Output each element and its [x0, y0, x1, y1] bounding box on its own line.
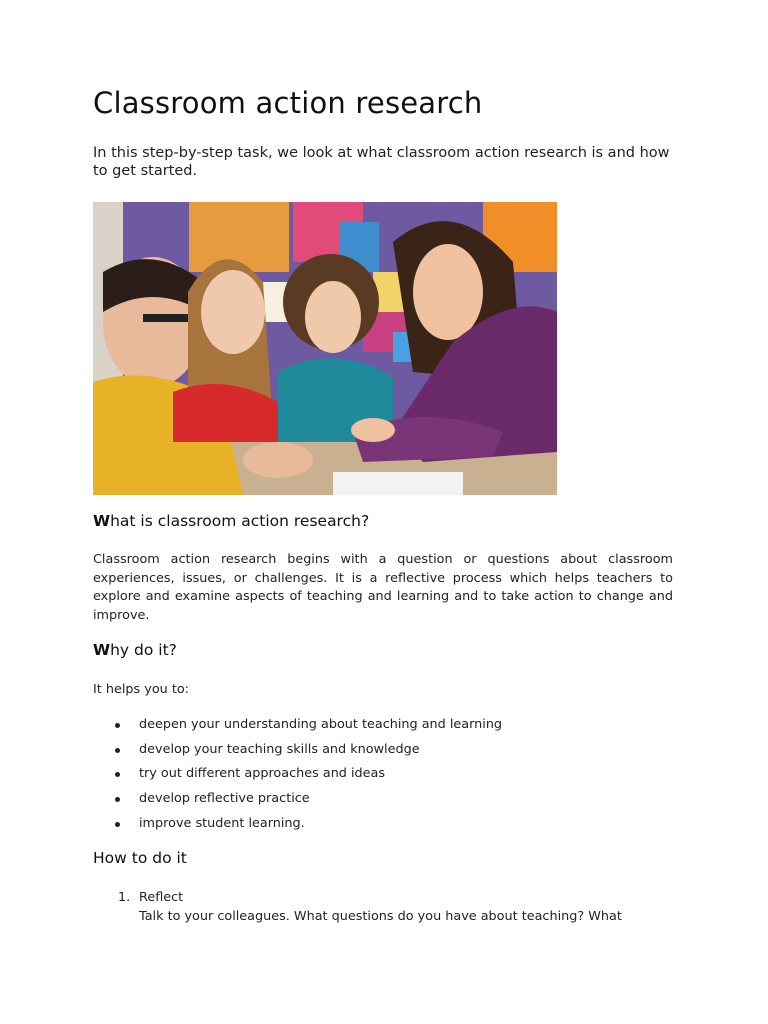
heading-how: How to do it: [93, 849, 187, 867]
list-item: [93, 814, 502, 839]
why-lead-text: It helps you to:: [93, 682, 189, 697]
list-item-text: improve student learning.: [139, 815, 305, 831]
list-item-text: deepen your understanding about teaching and learning: [139, 717, 503, 732]
bullet-icon: [115, 723, 120, 728]
heading-what-rest: hat is classroom action research?: [110, 512, 370, 530]
classroom-photo: [93, 202, 557, 495]
step-title: Reflect: [139, 890, 184, 905]
intro-paragraph: In this step-by-step task, we look at what classroom action research is and how to get started.: [93, 145, 670, 179]
step-item: [93, 889, 622, 926]
list-item: [93, 764, 502, 789]
bullet-icon: [115, 772, 120, 777]
steps-list: [93, 889, 622, 926]
step-number: 1.: [118, 890, 131, 905]
heading-why-first-letter: W: [93, 641, 111, 659]
list-item: [93, 740, 502, 765]
step-text: Talk to your colleagues. What questions do you have about teaching? What: [139, 908, 622, 924]
what-is-paragraph: Classroom action research begins with a question or questions about classroom experiences, issues, or challenges. It is a reflective process which helps teachers to explore and examine aspects of teaching and learning and to take action to change and improve.: [93, 552, 673, 624]
bullet-icon: [115, 822, 120, 827]
heading-what-first-letter: W: [93, 512, 111, 530]
heading-why-rest: hy do it?: [110, 641, 177, 659]
heading-what-is: [93, 512, 369, 530]
list-item-text: develop your teaching skills and knowledge: [139, 741, 420, 757]
list-item: [93, 715, 502, 740]
heading-why: [93, 641, 177, 659]
bullet-icon: [115, 797, 120, 802]
bullet-icon: [115, 748, 120, 753]
list-item: [93, 789, 502, 814]
benefits-list: [93, 715, 502, 838]
page-title: Classroom action research: [93, 86, 483, 120]
list-item-text: try out different approaches and ideas: [139, 766, 386, 782]
list-item-text: develop reflective practice: [139, 791, 310, 807]
